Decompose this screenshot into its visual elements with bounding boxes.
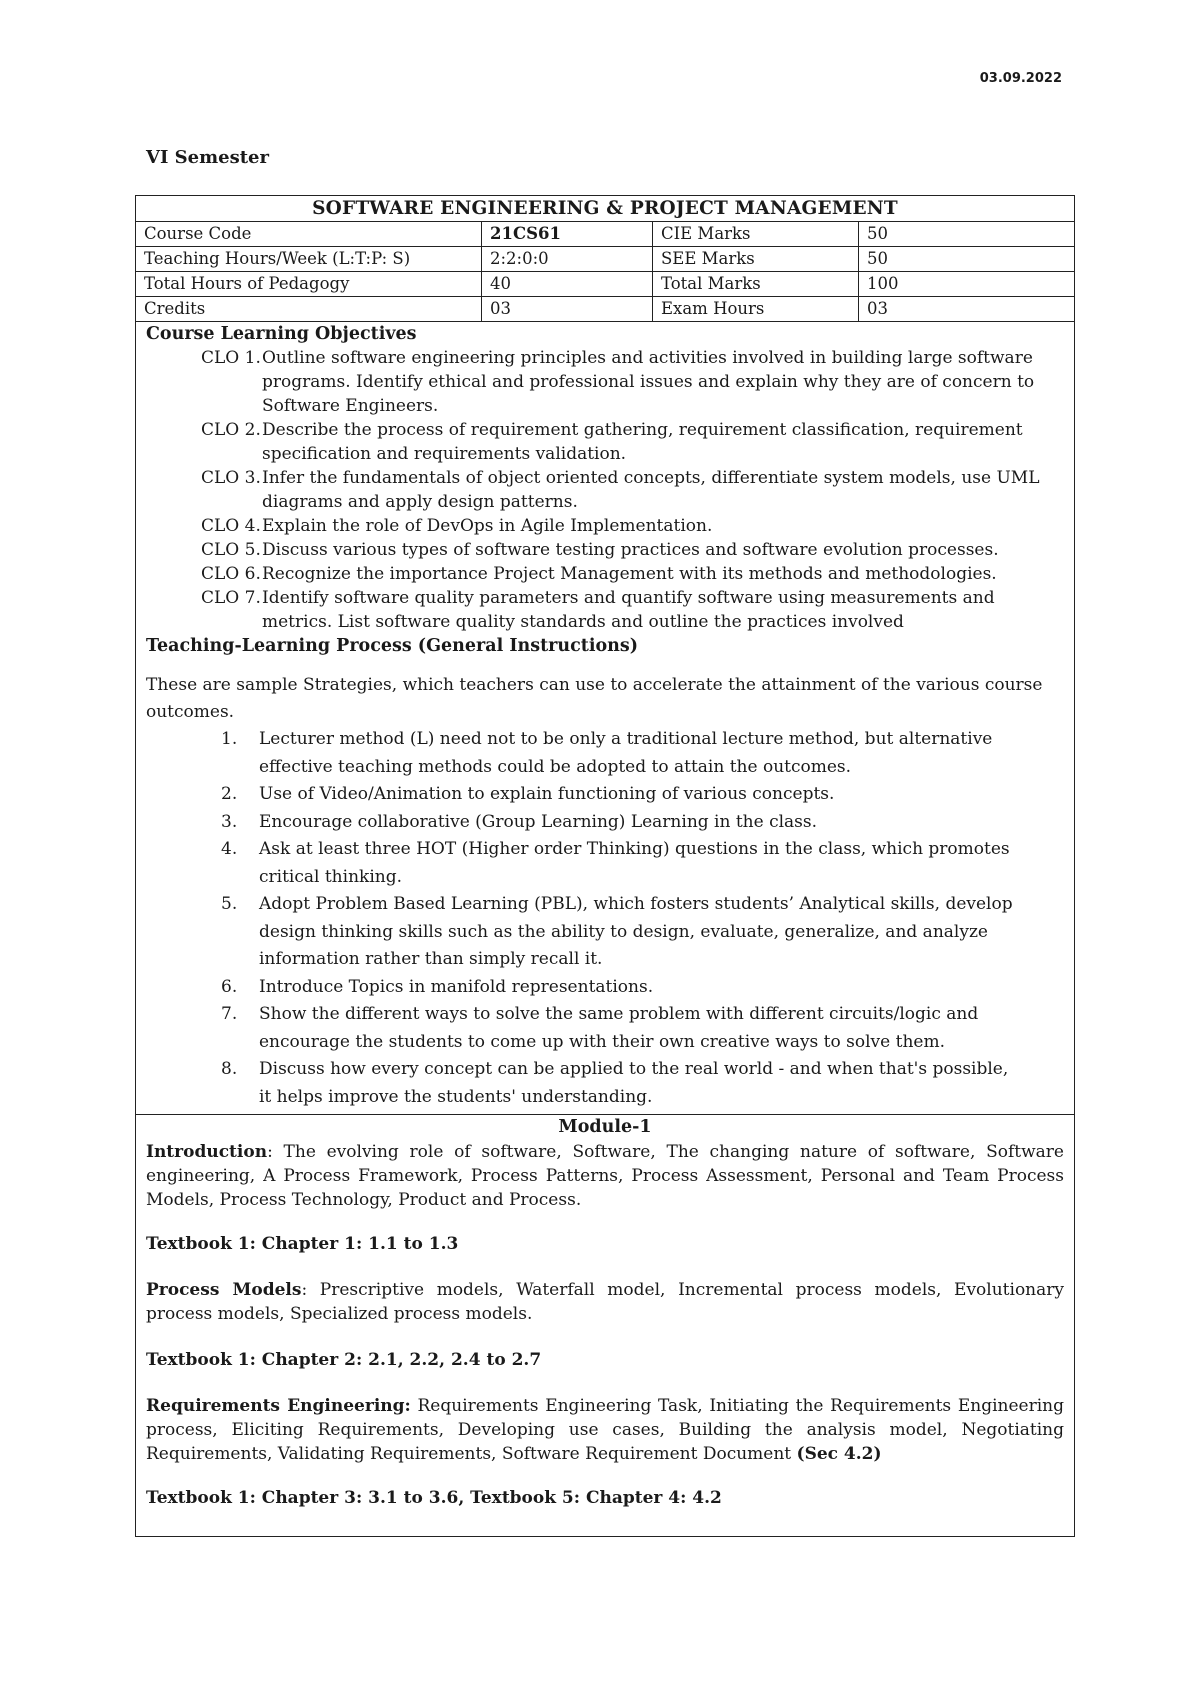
topic-label: Requirements Engineering: bbox=[146, 1396, 411, 1416]
teaching-intro: These are sample Strategies, which teachers can use to accelerate the attainment of the various course outcomes. bbox=[146, 675, 1043, 722]
clo-text: Recognize the importance Project Management with its methods and methodologies. bbox=[262, 564, 997, 584]
list-item bbox=[136, 418, 1074, 466]
meta-value: 50 bbox=[859, 222, 1075, 247]
objectives-heading: Course Learning Objectives bbox=[146, 324, 417, 344]
course-title: SOFTWARE ENGINEERING & PROJECT MANAGEMENT bbox=[136, 196, 1074, 222]
module-process-models bbox=[136, 1278, 1074, 1326]
meta-value: 03 bbox=[859, 297, 1075, 322]
item-text: Use of Video/Animation to explain functioning of various concepts. bbox=[259, 784, 835, 804]
item-text: Show the different ways to solve the same problem with different circuits/logic and encourage the students to come up with their own creative ways to solve them. bbox=[259, 1004, 979, 1052]
meta-label: Teaching Hours/Week (L:T:P: S) bbox=[136, 247, 482, 272]
meta-value: 2:2:0:0 bbox=[482, 247, 653, 272]
meta-label: Total Marks bbox=[653, 272, 859, 297]
textbook-reference: Textbook 1: Chapter 2: 2.1, 2.2, 2.4 to 2.7 bbox=[146, 1350, 542, 1370]
clo-number: CLO 3. bbox=[201, 468, 261, 488]
item-text: Lecturer method (L) need not to be only a traditional lecture method, but alternative effective teaching methods could be adopted to attain the outcomes. bbox=[259, 729, 993, 777]
clo-number: CLO 6. bbox=[201, 564, 261, 584]
item-number: 1. bbox=[221, 729, 238, 749]
textbook-reference: Textbook 1: Chapter 1: 1.1 to 1.3 bbox=[146, 1234, 459, 1254]
table-row bbox=[136, 247, 1074, 272]
clo-text: Describe the process of requirement gathering, requirement classification, requirement specification and requirements validation. bbox=[262, 420, 1023, 464]
topic-text: Requirements Engineering Task, Initiating the Requirements Engineering process, Eliciting Requirements, Developing use cases, Building the analysis model, Negotiating Requirements, Validating Requirements, Software Requirement Document bbox=[146, 1396, 1064, 1464]
clo-number: CLO 5. bbox=[201, 540, 261, 560]
item-number: 8. bbox=[221, 1059, 238, 1079]
topic-label: Process Models bbox=[146, 1280, 302, 1300]
clo-number: CLO 2. bbox=[201, 420, 261, 440]
item-text: Discuss how every concept can be applied to the real world - and when that's possible, it helps improve the students' understanding. bbox=[259, 1059, 1009, 1107]
module-introduction bbox=[136, 1140, 1074, 1212]
item-text: Adopt Problem Based Learning (PBL), which fosters students’ Analytical skills, develop design thinking skills such as the ability to design, evaluate, generalize, and analyze information rather than simply recall it. bbox=[259, 894, 1013, 969]
list-item bbox=[136, 1001, 1074, 1056]
list-item bbox=[136, 466, 1074, 514]
topic-text: : The evolving role of software, Software, The changing nature of software, Software engineering, A Process Framework, Process Patterns, Process Assessment, Personal and Team Process Models, Process Technology, Product and Process. bbox=[146, 1142, 1064, 1210]
item-number: 4. bbox=[221, 839, 238, 859]
teaching-list bbox=[136, 726, 1074, 1111]
meta-label: Total Hours of Pedagogy bbox=[136, 272, 482, 297]
list-item bbox=[136, 1056, 1074, 1111]
topic-text: : Prescriptive models, Waterfall model, Incremental process models, Evolutionary process models, Specialized process models. bbox=[146, 1280, 1064, 1324]
list-item bbox=[136, 562, 1074, 586]
clo-text: Infer the fundamentals of object oriented concepts, differentiate system models, use UML diagrams and apply design patterns. bbox=[262, 468, 1040, 512]
meta-label: Course Code bbox=[136, 222, 482, 247]
section-ref: (Sec 4.2) bbox=[796, 1444, 882, 1464]
document-date: 03.09.2022 bbox=[979, 71, 1062, 86]
meta-value: 40 bbox=[482, 272, 653, 297]
table-row bbox=[136, 297, 1074, 322]
clo-text: Identify software quality parameters and quantify software using measurements and metrics. List software quality standards and outline the practices involved bbox=[262, 588, 995, 632]
clo-text: Explain the role of DevOps in Agile Implementation. bbox=[262, 516, 713, 536]
item-number: 6. bbox=[221, 976, 238, 997]
meta-value: 50 bbox=[859, 247, 1075, 272]
meta-label: Exam Hours bbox=[653, 297, 859, 322]
list-item bbox=[136, 586, 1074, 634]
meta-value: 100 bbox=[859, 272, 1075, 297]
semester-heading: VI Semester bbox=[146, 147, 269, 168]
list-item bbox=[136, 346, 1074, 418]
list-item bbox=[136, 836, 1074, 891]
meta-label: SEE Marks bbox=[653, 247, 859, 272]
syllabus-frame bbox=[135, 195, 1075, 1537]
meta-value: 21CS61 bbox=[482, 222, 653, 247]
list-item bbox=[136, 514, 1074, 538]
item-number: 7. bbox=[221, 1004, 238, 1024]
list-item bbox=[136, 538, 1074, 562]
topic-label: Introduction bbox=[146, 1142, 268, 1162]
module-requirements bbox=[136, 1394, 1074, 1466]
clo-text: Outline software engineering principles and activities involved in building large software programs. Identify ethical and professional issues and explain why they are of concern to Software Engineers. bbox=[262, 348, 1035, 416]
item-text: Encourage collaborative (Group Learning) Learning in the class. bbox=[259, 811, 818, 832]
teaching-heading: Teaching-Learning Process (General Instructions) bbox=[146, 636, 639, 656]
clo-number: CLO 4. bbox=[201, 516, 261, 536]
item-number: 5. bbox=[221, 894, 238, 914]
table-row bbox=[136, 222, 1074, 247]
clo-number: CLO 7. bbox=[201, 588, 261, 608]
clo-text: Discuss various types of software testing practices and software evolution processes. bbox=[262, 540, 999, 560]
list-item bbox=[136, 726, 1074, 781]
list-item bbox=[136, 891, 1074, 974]
item-text: Introduce Topics in manifold representations. bbox=[259, 976, 654, 997]
objectives-list bbox=[136, 346, 1074, 634]
table-row bbox=[136, 272, 1074, 297]
module-title: Module-1 bbox=[558, 1117, 652, 1137]
module-section bbox=[136, 1114, 1074, 1510]
list-item bbox=[136, 781, 1074, 809]
item-text: Ask at least three HOT (Higher order Thinking) questions in the class, which promotes critical thinking. bbox=[259, 839, 1010, 887]
textbook-reference: Textbook 1: Chapter 3: 3.1 to 3.6, Textbook 5: Chapter 4: 4.2 bbox=[146, 1488, 722, 1508]
list-item bbox=[136, 809, 1074, 837]
list-item bbox=[136, 974, 1074, 1002]
item-number: 2. bbox=[221, 784, 238, 804]
course-meta-table bbox=[136, 222, 1074, 322]
item-number: 3. bbox=[221, 811, 238, 832]
meta-label: Credits bbox=[136, 297, 482, 322]
meta-label: CIE Marks bbox=[653, 222, 859, 247]
clo-number: CLO 1. bbox=[201, 348, 261, 368]
meta-value: 03 bbox=[482, 297, 653, 322]
